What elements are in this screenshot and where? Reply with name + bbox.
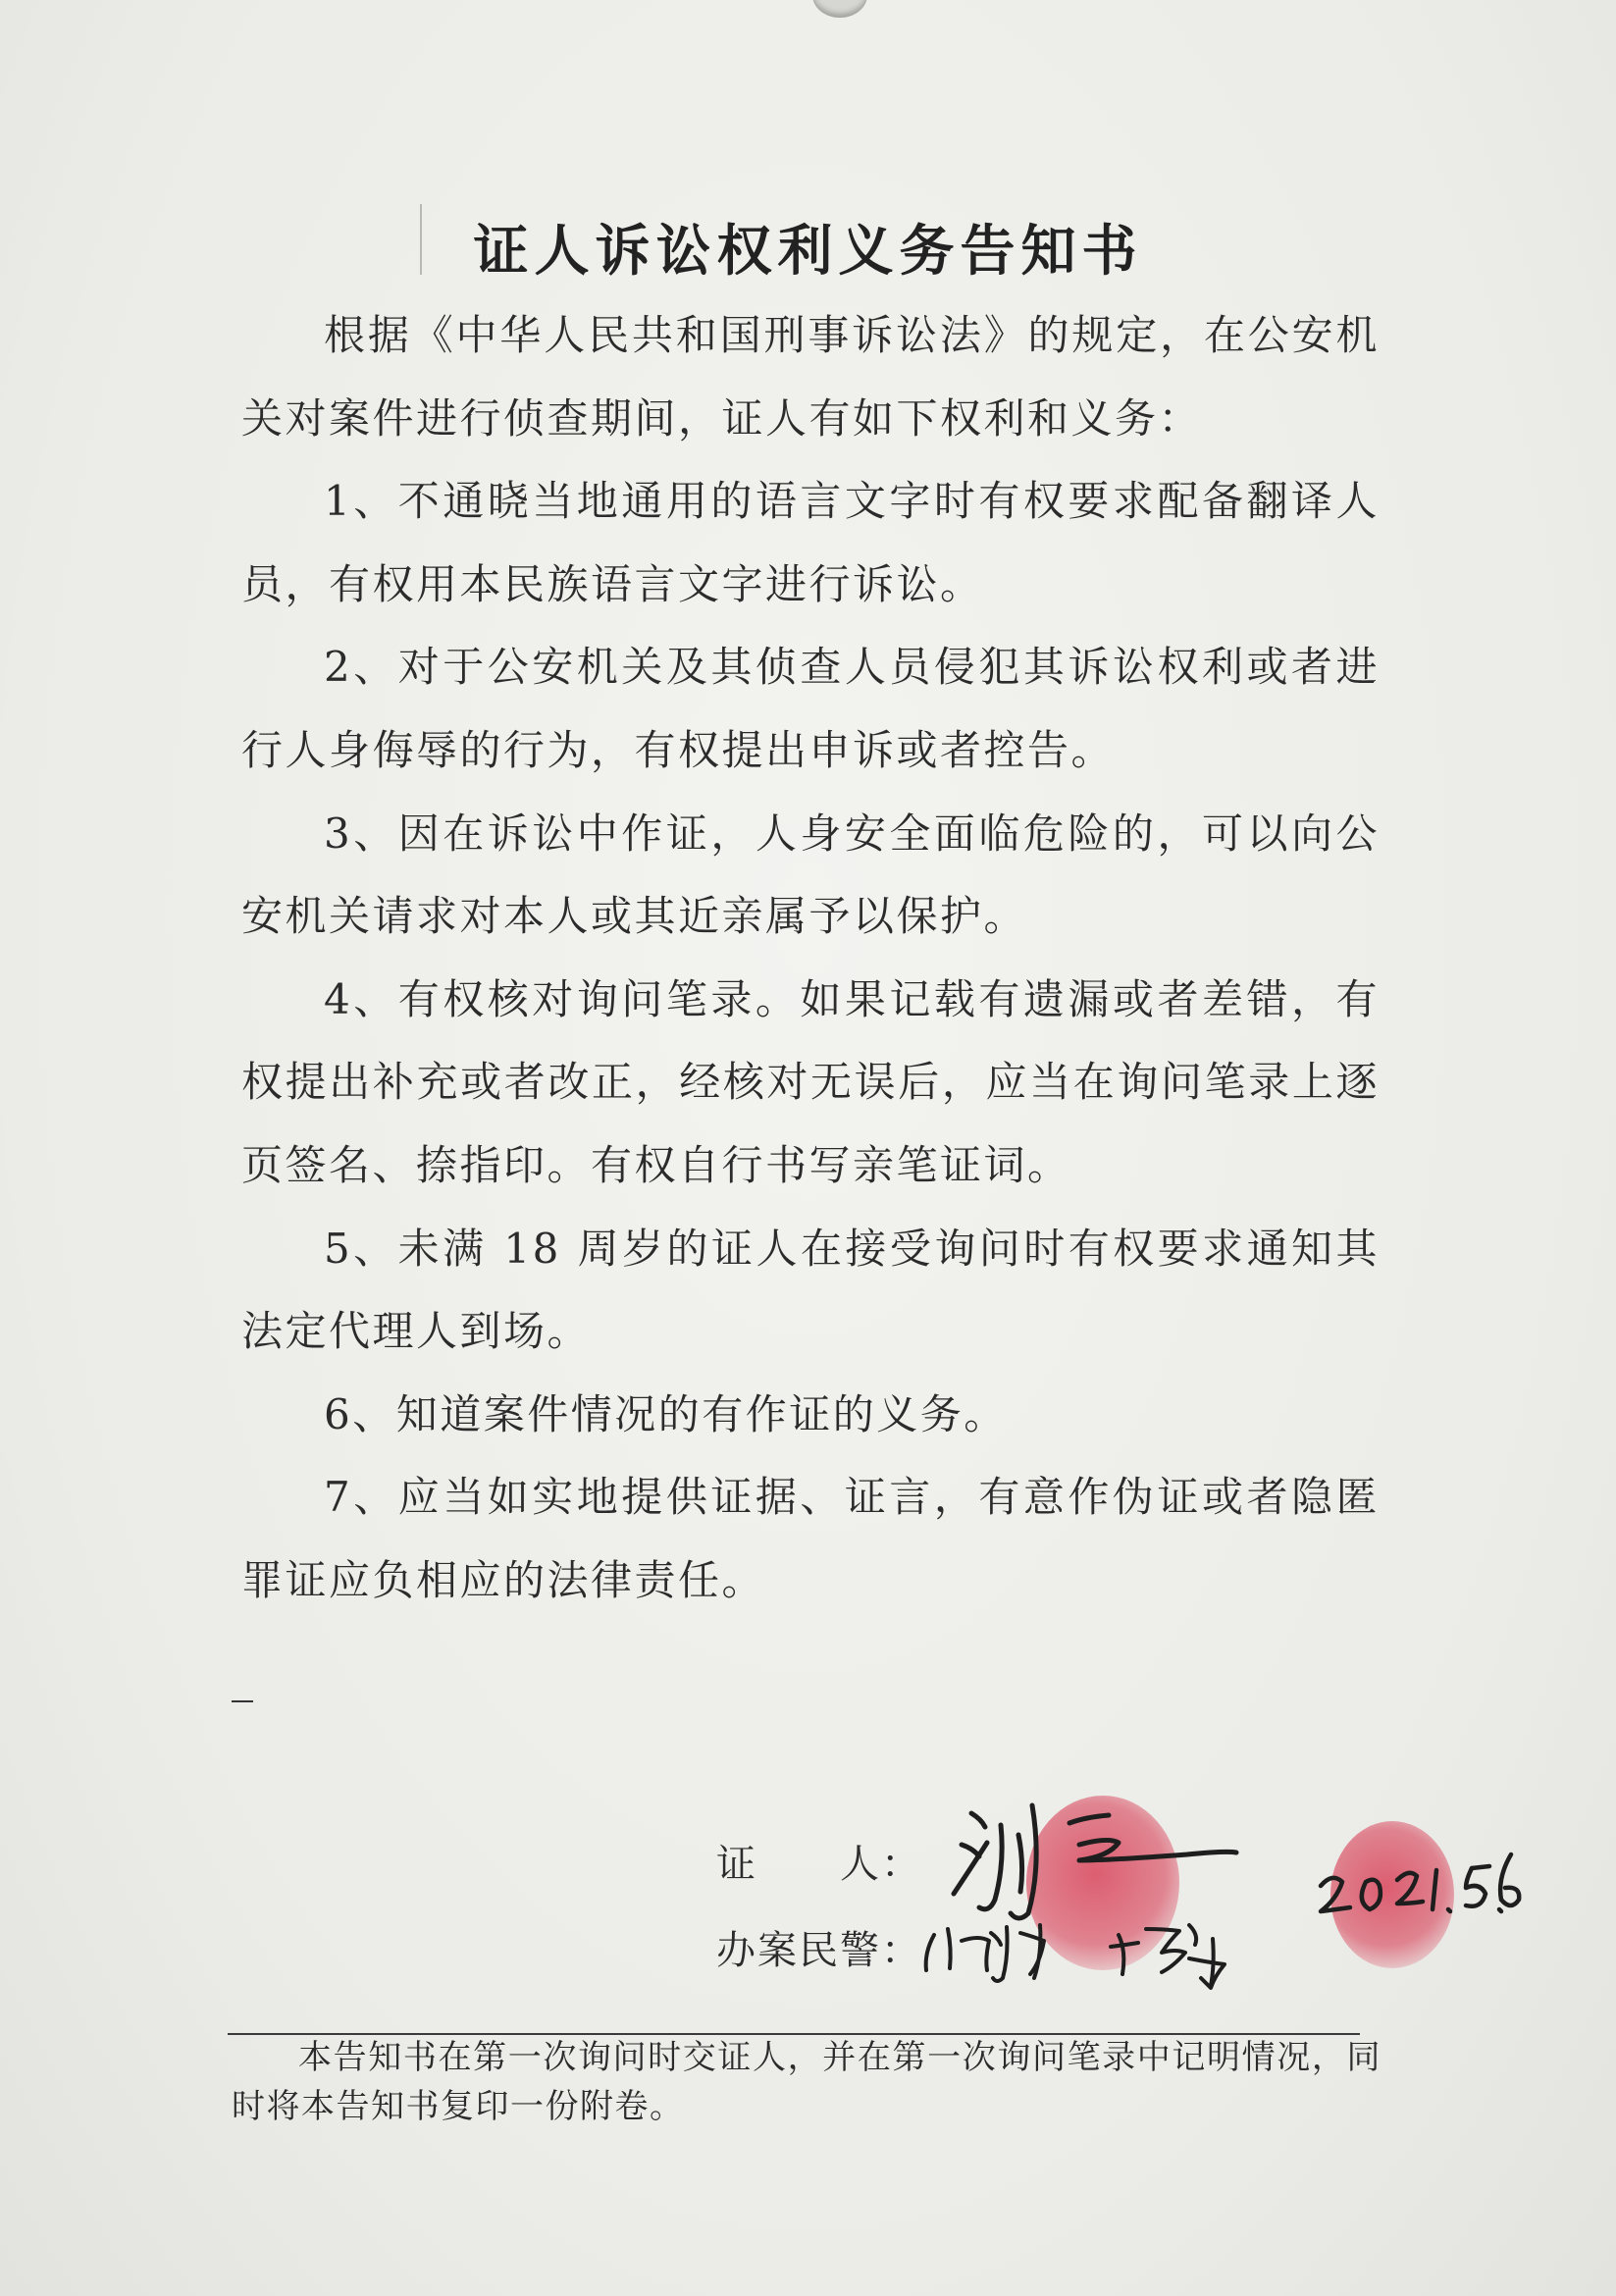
date-fingerprint-seal bbox=[1330, 1821, 1454, 1968]
item-4-paragraph: 4、有权核对询问笔录。如果记载有遗漏或者差错，有权提出补充或者改正，经核对无误后，应当在询问笔录上逐页签名、捺指印。有权自行书写亲笔证词。 bbox=[241, 974, 1380, 1189]
item-5-paragraph: 5、未满 18 周岁的证人在接受询问时有权要求通知其法定代理人到场。 bbox=[241, 1224, 1380, 1356]
witness-fingerprint-seal bbox=[1026, 1796, 1179, 1970]
item-1-paragraph: 1、不通晓当地通用的语言文字时有权要求配备翻译人员，有权用本民族语言文字进行诉讼。 bbox=[241, 477, 1380, 608]
document-title: 证人诉讼权利义务告知书 bbox=[473, 219, 1143, 284]
item-7-paragraph: 7、应当如实地提供证据、证言，有意作伪证或者隐匿罪证应负相应的法律责任。 bbox=[241, 1473, 1380, 1604]
stray-mark bbox=[232, 1700, 253, 1702]
item-6-paragraph: 6、知道案件情况的有作证的义务。 bbox=[324, 1389, 1008, 1438]
item-2-paragraph: 2、对于公安机关及其侦查人员侵犯其诉讼权利或者进行人身侮辱的行为，有权提出申诉或者控告。 bbox=[241, 643, 1380, 774]
item-3-paragraph: 3、因在诉讼中作证，人身安全面临危险的，可以向公安机关请求对本人或其近亲属予以保护。 bbox=[241, 809, 1380, 941]
intro-paragraph: 根据《中华人民共和国刑事诉讼法》的规定，在公安机关对案件进行侦查期间，证人有如下权利和义务： bbox=[241, 311, 1380, 443]
officer-label: 办案民警： bbox=[716, 1928, 922, 1973]
witness-label: 证 人： bbox=[716, 1842, 922, 1887]
footer-note: 本告知书在第一次询问时交证人，并在第一次询问笔录中记明情况，同时将本告知书复印一份附卷。 bbox=[232, 2038, 1381, 2126]
document-body bbox=[241, 294, 1380, 1623]
